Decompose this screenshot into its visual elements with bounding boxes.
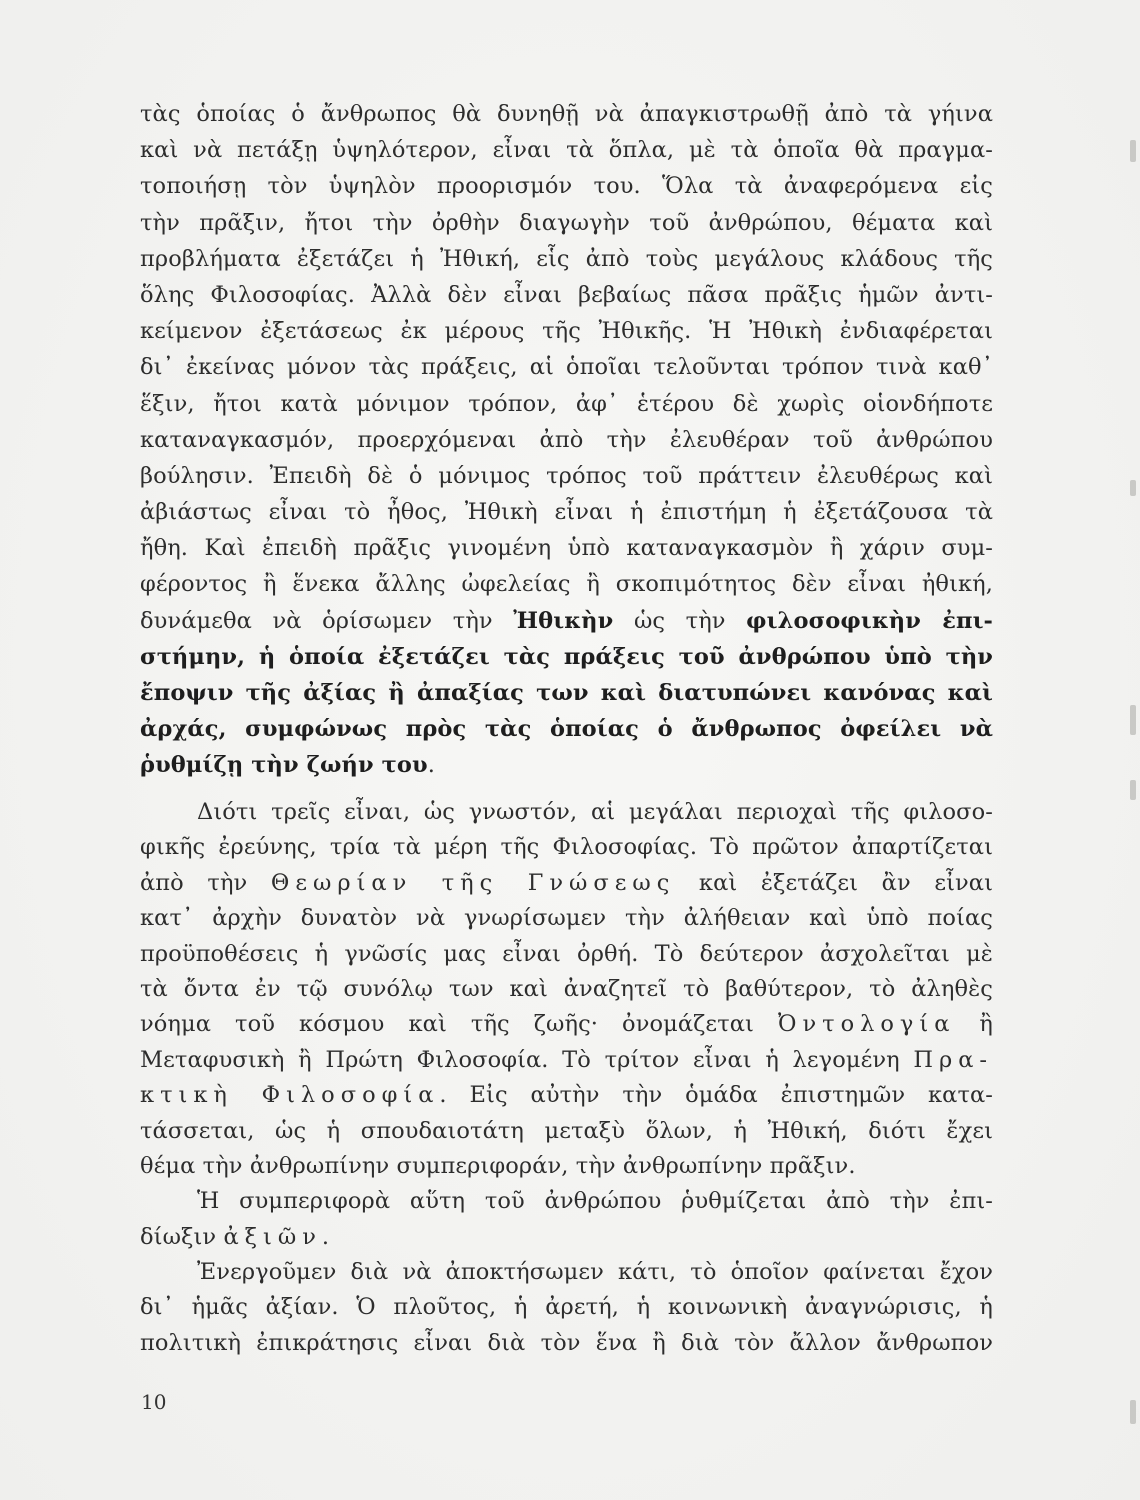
text-line: ὅλης Φιλοσοφίας. Ἀλλὰ δὲν εἶναι βεβαίως πᾶσα πρᾶξις ἡμῶν ἀντι-	[140, 281, 993, 308]
text-line: φικῆς ἐρεύνης, τρία τὰ μέρη τῆς Φιλοσοφίας. Τὸ πρῶτον ἀπαρτίζεται	[140, 834, 993, 861]
text-run: δυνάμεθα νὰ ὁρίσωμεν τὴν	[140, 607, 514, 634]
text-line	[140, 1220, 993, 1255]
scan-edge-mark	[1130, 140, 1136, 162]
bold-definition-line-end	[140, 747, 993, 783]
text-run: ὡς τὴν	[613, 607, 747, 634]
text-line	[140, 1007, 993, 1042]
text-line: φέροντος ἢ ἕνεκα ἄλλης ὠφελείας ἢ σκοπιμότητος δὲν εἶναι ἠθική,	[140, 571, 993, 598]
text-run: Μεταφυσικὴ ἢ Πρώτη Φιλοσοφία. Τὸ τρίτον εἶναι ἡ λεγομένη	[140, 1046, 914, 1073]
text-line: καταναγκασμόν, προερχόμεναι ἀπὸ τὴν ἐλευθέραν τοῦ ἀνθρώπου	[140, 426, 993, 453]
text-line: κείμενον ἐξετάσεως ἐκ μέρους τῆς Ἠθικῆς. Ἡ Ἠθικὴ ἐνδιαφέρεται	[140, 318, 993, 345]
bold-definition-run: ῥυθμίζῃ τὴν ζωήν του	[140, 752, 428, 779]
text-line	[140, 866, 993, 901]
text-line	[140, 1078, 993, 1113]
text-line: Ἡ συμπεριφορὰ αὕτη τοῦ ἀνθρώπου ῥυθμίζεται ἀπὸ τὴν ἐπι-	[197, 1188, 993, 1215]
text-line: τὰ ὄντα ἐν τῷ συνόλῳ των καὶ ἀναζητεῖ τὸ βαθύτερον, τὸ ἀληθὲς	[140, 975, 993, 1002]
paragraph-ethics-definition	[140, 96, 993, 784]
bold-definition-run: φιλοσοφικὴν ἐπι-	[746, 607, 993, 634]
bold-definition-line: στήμην, ἡ ὁποία ἐξετάζει τὰς πράξεις τοῦ ἀνθρώπου ὑπὸ τὴν	[140, 643, 993, 670]
text-line: βούλησιν. Ἐπειδὴ δὲ ὁ μόνιμος τρόπος τοῦ πράττειν ἐλευθέρως καὶ	[140, 462, 993, 489]
text-run: .	[427, 752, 435, 779]
scan-edge-mark	[1130, 1400, 1136, 1424]
scan-edge-mark	[1130, 705, 1136, 735]
text-line: τάσσεται, ὡς ἡ σπουδαιοτάτη μεταξὺ ὅλων, ἡ Ἠθική, διότι ἔχει	[140, 1117, 993, 1144]
bold-definition-line: ἔποψιν τῆς ἀξίας ἢ ἀπαξίας των καὶ διατυπώνει κανόνας καὶ	[140, 680, 993, 706]
text-line: Διότι τρεῖς εἶναι, ὡς γνωστόν, αἱ μεγάλαι περιοχαὶ τῆς φιλοσο-	[197, 799, 993, 825]
text-run: .	[321, 1223, 330, 1250]
spaced-term-practical: Πρα-	[913, 1046, 993, 1073]
text-line: προϋποθέσεις ἡ γνῶσίς μας εἶναι ὀρθή. Τὸ δεύτερον ἀσχολεῖται μὲ	[140, 940, 993, 967]
text-line-definition-start	[140, 603, 993, 639]
text-run: ἢ	[955, 1011, 993, 1038]
text-run: ἀπὸ τὴν	[140, 869, 271, 896]
text-line: δι᾽ ἐκείνας μόνον τὰς πράξεις, αἱ ὁποῖαι τελοῦνται τρόπον τινὰ καθ᾽	[140, 354, 993, 381]
text-line: τὰς ὁποίας ὁ ἄνθρωπος θὰ δυνηθῇ νὰ ἀπαγκιστρωθῇ ἀπὸ τὰ γήινα	[140, 101, 993, 127]
text-line: προβλήματα ἐξετάζει ἡ Ἠθική, εἷς ἀπὸ τοὺς μεγάλους κλάδους τῆς	[140, 245, 993, 272]
text-line: τὴν πρᾶξιν, ἤτοι τὴν ὀρθὴν διαγωγὴν τοῦ ἀνθρώπου, θέματα καὶ	[140, 209, 993, 236]
text-run: δίωξιν	[140, 1223, 224, 1250]
text-line	[140, 1043, 993, 1078]
page-number: 10	[141, 1390, 167, 1414]
text-line: πολιτικὴ ἐπικράτησις εἶναι διὰ τὸν ἕνα ἢ διὰ τὸν ἄλλον ἄνθρωπον	[140, 1329, 993, 1356]
text-line: καὶ νὰ πετάξῃ ὑψηλότερον, εἶναι τὰ ὅπλα, μὲ τὰ ὁποῖα θὰ πραγμα-	[140, 137, 993, 164]
scan-edge-mark	[1130, 480, 1136, 496]
text-line: Ἐνεργοῦμεν διὰ νὰ ἀποκτήσωμεν κάτι, τὸ ὁποῖον φαίνεται ἔχον	[197, 1259, 993, 1286]
text-run: νόημα τοῦ κόσμου καὶ τῆς ζωῆς· ὀνομάζεται	[140, 1011, 778, 1038]
text-line: κατ᾽ ἀρχὴν δυνατὸν νὰ γνωρίσωμεν τὴν ἀλήθειαν καὶ ὑπὸ ποίας	[140, 905, 993, 932]
spaced-term-values: ἀξιῶν	[223, 1223, 322, 1250]
spaced-term-ontology: Ὀντολογία	[778, 1011, 956, 1038]
text-line: δι᾽ ἡμᾶς ἀξίαν. Ὁ πλοῦτος, ἡ ἀρετή, ἡ κοινωνικὴ ἀναγνώρισις, ἡ	[140, 1294, 993, 1321]
text-line: θέμα τὴν ἀνθρωπίνην συμπεριφοράν, τὴν ἀνθρωπίνην πρᾶξιν.	[140, 1152, 856, 1179]
bold-term-ethics: Ἠθικὴν	[513, 607, 614, 634]
text-line: τοποιήσῃ τὸν ὑψηλὸν προορισμόν του. Ὅλα τὰ ἀναφερόμενα εἰς	[140, 173, 993, 200]
scan-edge-mark	[1130, 780, 1136, 800]
spaced-term-theory-of-knowledge: Θεωρίαν τῆς Γνώσεως	[270, 869, 676, 896]
spaced-term-practical-philosophy: κτικὴ Φιλοσοφία	[140, 1082, 440, 1109]
text-line: ἕξιν, ἤτοι κατὰ μόνιμον τρόπον, ἀφ᾽ ἑτέρου δὲ χωρὶς οἱονδήποτε	[140, 390, 993, 417]
paragraph-philosophy-branches	[140, 795, 993, 1361]
text-line: ἤθη. Καὶ ἐπειδὴ πρᾶξις γινομένη ὑπὸ καταναγκασμὸν ἢ χάριν συμ-	[140, 535, 993, 562]
text-run: . Εἰς αὐτὴν τὴν ὁμάδα ἐπιστημῶν κατα-	[439, 1082, 993, 1109]
text-run: καὶ ἐξετάζει ἂν εἶναι	[675, 869, 993, 896]
bold-definition-line: ἀρχάς, συμφώνως πρὸς τὰς ὁποίας ὁ ἄνθρωπος ὀφείλει νὰ	[140, 716, 993, 743]
text-line: ἀβιάστως εἶναι τὸ ἦθος, Ἠθικὴ εἶναι ἡ ἐπιστήμη ἡ ἐξετάζουσα τὰ	[140, 499, 993, 526]
